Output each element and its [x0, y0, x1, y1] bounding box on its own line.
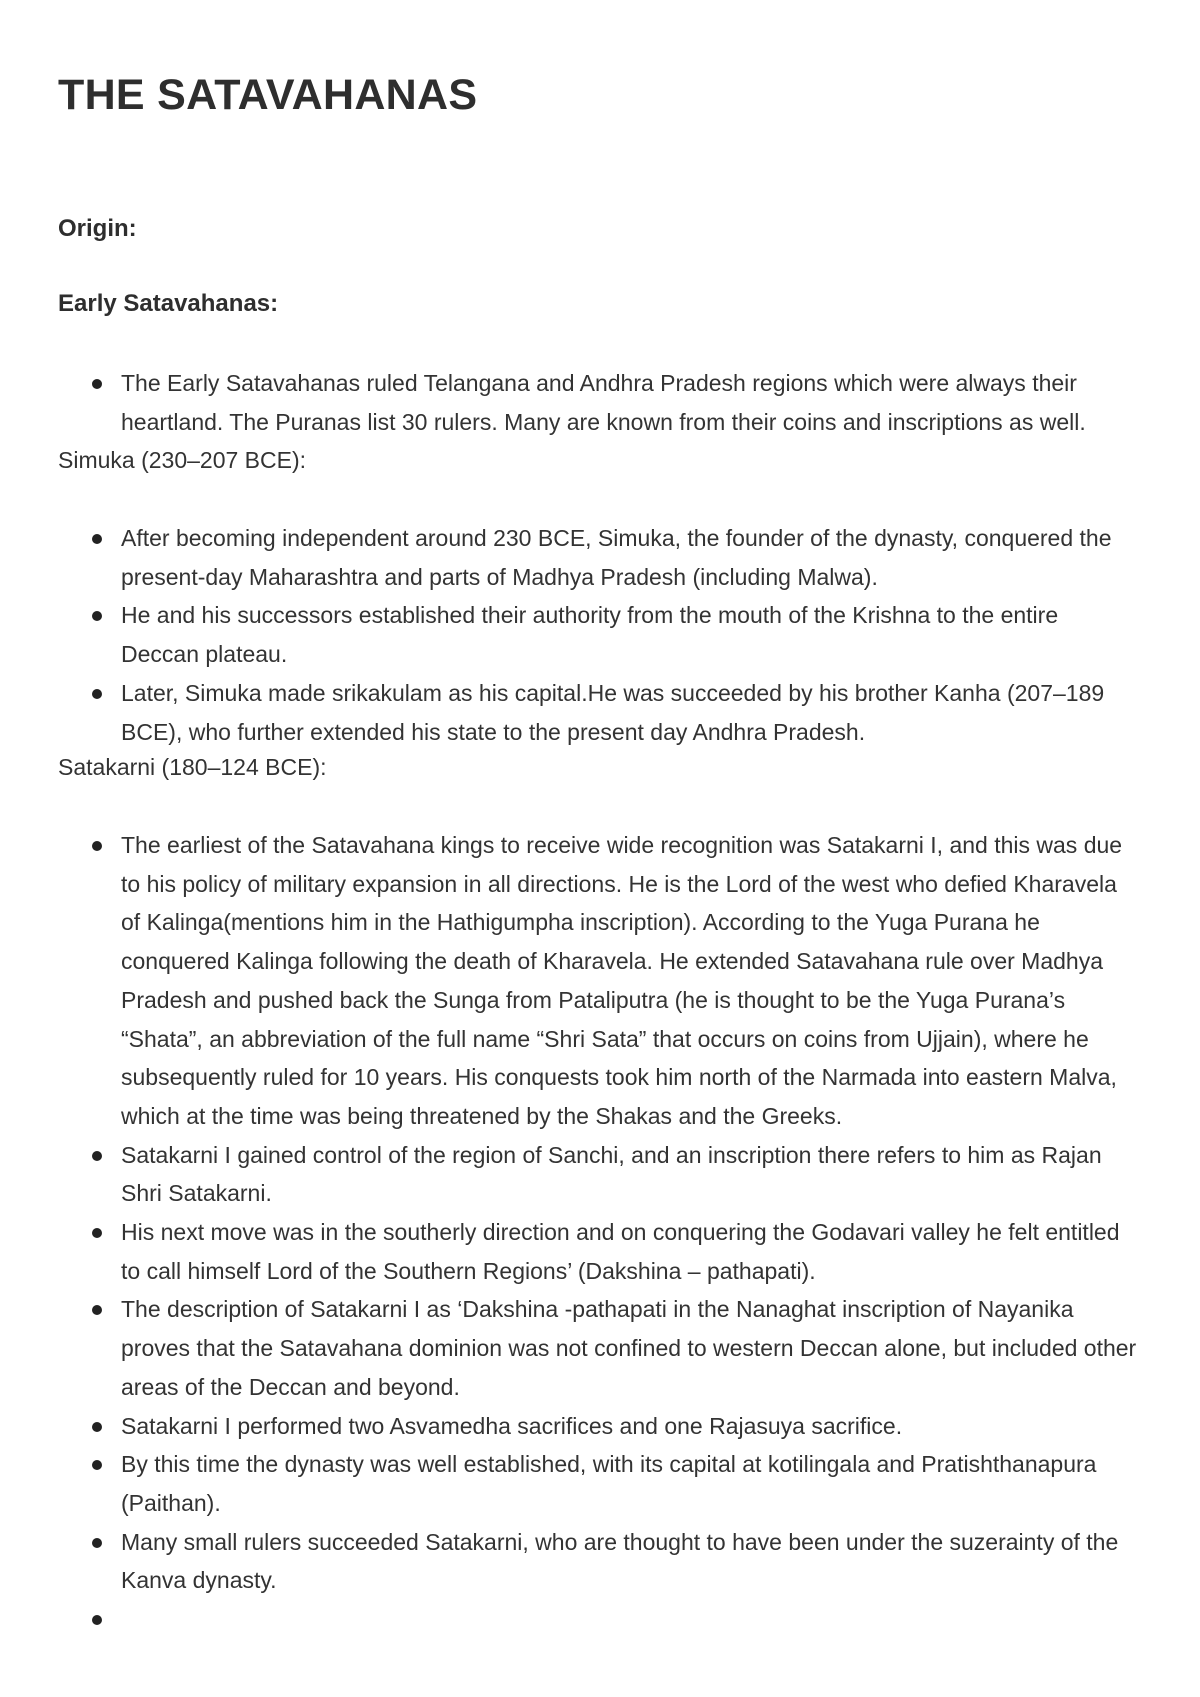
bullet-icon: [92, 1305, 102, 1315]
list-item: He and his successors established their authority from the mouth of the Krishna to the entire Deccan plateau.: [0, 596, 1200, 673]
list-item: By this time the dynasty was well established, with its capital at kotilingala and Pratishthanapura (Paithan).: [0, 1445, 1200, 1522]
list-item: The description of Satakarni I as ‘Dakshina -pathapati in the Nanaghat inscription of Nayanika proves that the Satavahana dominion was not confined to western Deccan alone, but included other areas of the Deccan and beyond.: [0, 1290, 1200, 1406]
simuka-list: [0, 519, 1200, 751]
satakarni-heading: Satakarni (180–124 BCE):: [58, 754, 327, 780]
bullet-icon: [92, 1228, 102, 1238]
list-item: Satakarni I performed two Asvamedha sacrifices and one Rajasuya sacrifice.: [0, 1407, 1200, 1446]
list-item: After becoming independent around 230 BCE, Simuka, the founder of the dynasty, conquered the present-day Maharashtra and parts of Madhya Pradesh (including Malwa).: [0, 519, 1200, 596]
bullet-icon: [92, 611, 102, 621]
bullet-icon: [92, 1615, 102, 1625]
list-item: The Early Satavahanas ruled Telangana and Andhra Pradesh regions which were always their heartland. The Puranas list 30 rulers. Many are known from their coins and inscriptions as well.: [0, 364, 1200, 441]
list-item: His next move was in the southerly direction and on conquering the Godavari valley he felt entitled to call himself Lord of the Southern Regions’ (Dakshina – pathapati).: [0, 1213, 1200, 1290]
list-item: Satakarni I gained control of the region of Sanchi, and an inscription there refers to him as Rajan Shri Satakarni.: [0, 1136, 1200, 1213]
list-item: Many small rulers succeeded Satakarni, who are thought to have been under the suzerainty of the Kanva dynasty.: [0, 1523, 1200, 1600]
bullet-icon: [92, 379, 102, 389]
bullet-icon: [92, 1151, 102, 1161]
bullet-icon: [92, 689, 102, 699]
early-satavahanas-heading: Early Satavahanas:: [58, 290, 279, 317]
list-item: Later, Simuka made srikakulam as his capital.He was succeeded by his brother Kanha (207–189 BCE), who further extended his state to the present day Andhra Pradesh.: [0, 674, 1200, 751]
origin-heading: Origin:: [58, 215, 137, 242]
bullet-icon: [92, 1460, 102, 1470]
bullet-icon: [92, 841, 102, 851]
satakarni-list: [0, 826, 1200, 1639]
simuka-heading: Simuka (230–207 BCE):: [58, 447, 307, 473]
bullet-icon: [92, 1422, 102, 1432]
bullet-icon: [92, 1538, 102, 1548]
bullet-icon: [92, 534, 102, 544]
list-item: The earliest of the Satavahana kings to receive wide recognition was Satakarni I, and this was due to his policy of military expansion in all directions. He is the Lord of the west who defied Kharavela of Kalinga(mentions him in the Hathigumpha inscription). According to the Yuga Purana he conquered Kalinga following the death of Kharavela. He extended Satavahana rule over Madhya Pradesh and pushed back the Sunga from Pataliputra (he is thought to be the Yuga Purana’s “Shata”, an abbreviation of the full name “Shri Sata” that occurs on coins from Ujjain), where he subsequently ruled for 10 years. His conquests took him north of the Narmada into eastern Malva, which at the time was being threatened by the Shakas and the Greeks.: [0, 826, 1200, 1136]
page-title: THE SATAVAHANAS: [58, 71, 478, 119]
early-satavahanas-list: [0, 364, 1200, 441]
list-item: [0, 1600, 1200, 1639]
